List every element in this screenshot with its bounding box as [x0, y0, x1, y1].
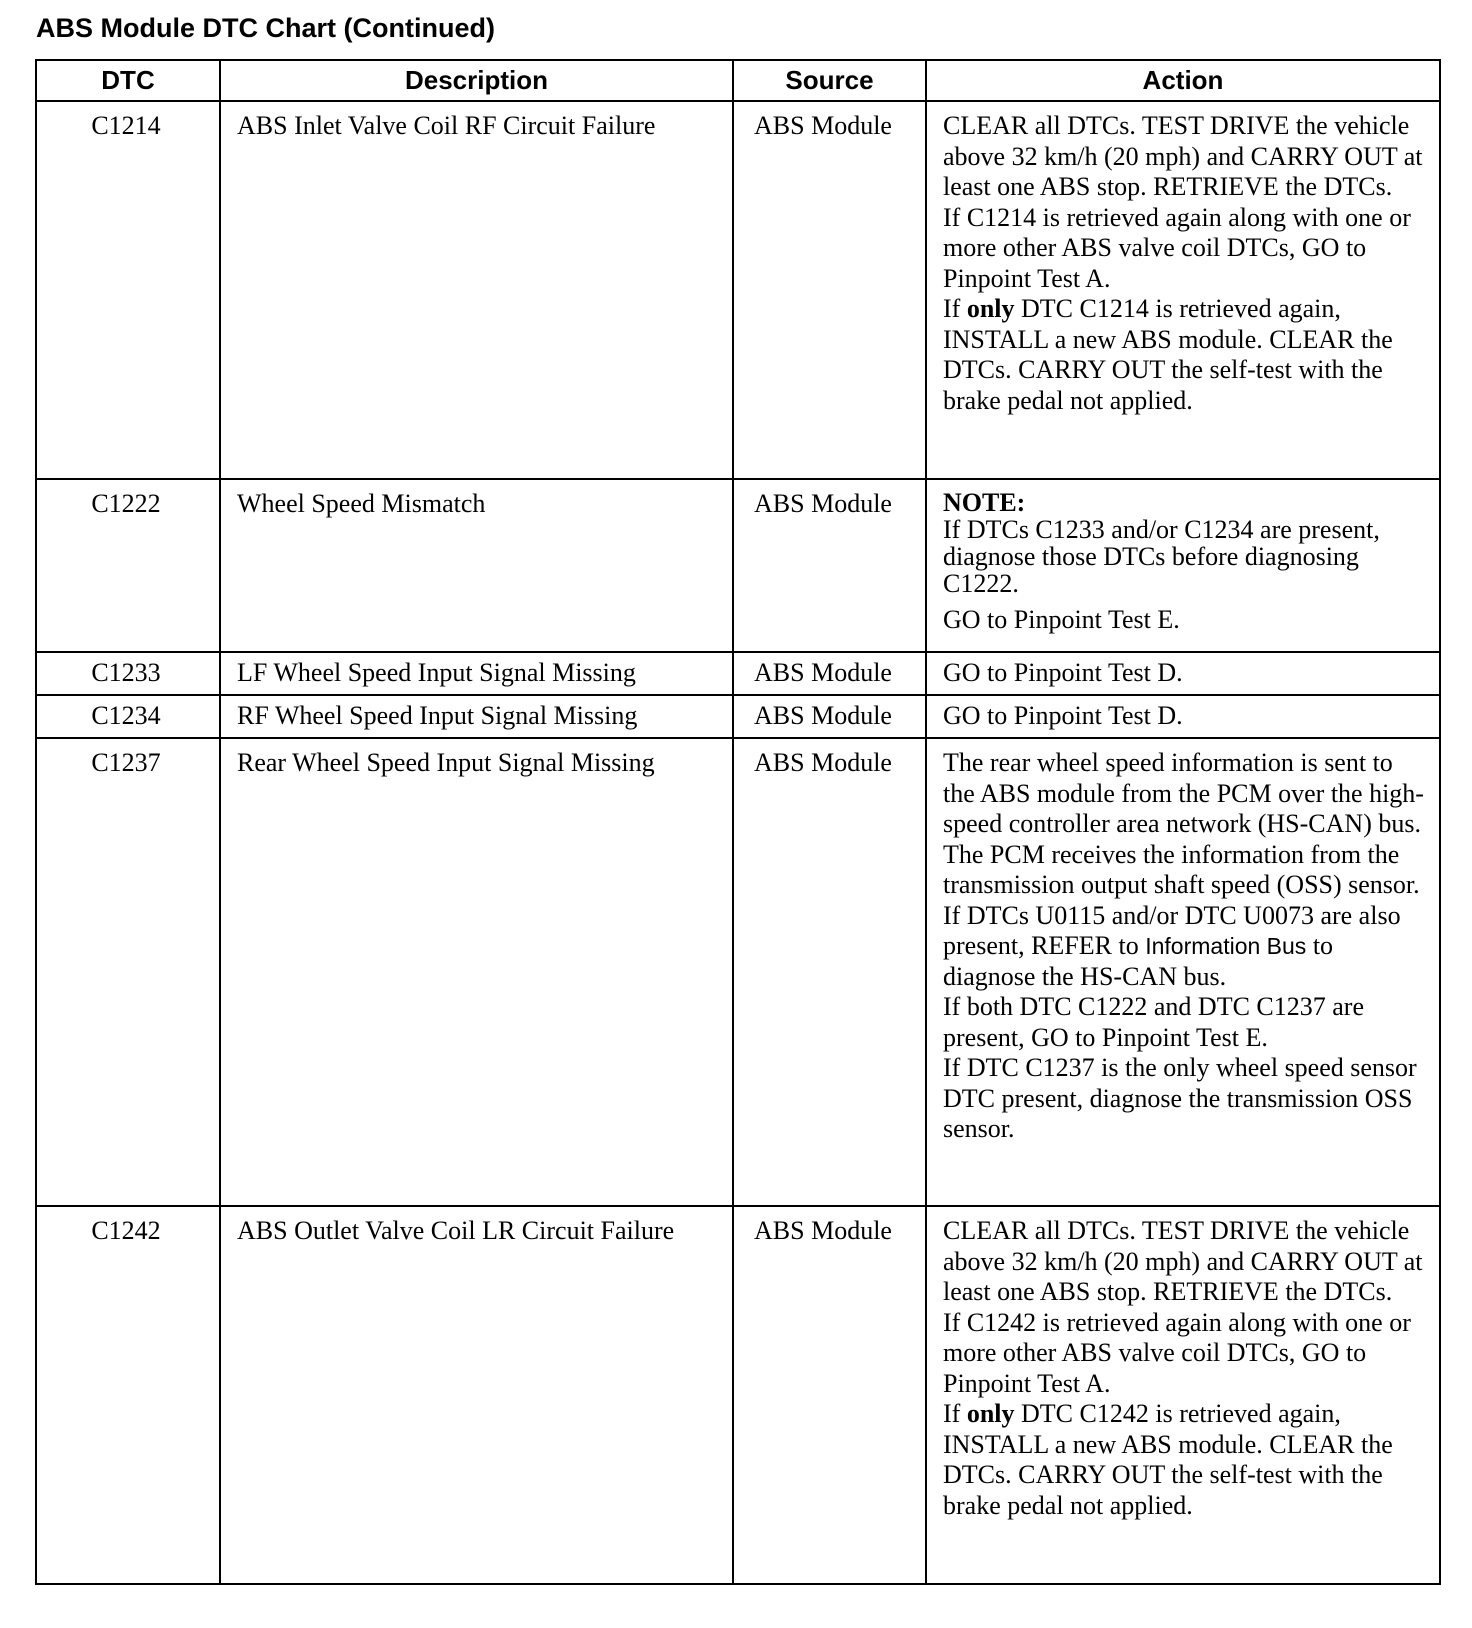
dtc-action	[926, 101, 1440, 479]
dtc-code: C1222	[36, 479, 220, 652]
table-header-row	[36, 60, 1440, 101]
dtc-description: RF Wheel Speed Input Signal Missing	[220, 695, 733, 738]
action-paragraph: If DTC C1237 is the only wheel speed sensor DTC present, diagnose the transmission OSS sensor.	[943, 1053, 1417, 1143]
dtc-source: ABS Module	[733, 738, 926, 1206]
dtc-description: Wheel Speed Mismatch	[220, 479, 733, 652]
dtc-code: C1233	[36, 652, 220, 695]
dtc-description: LF Wheel Speed Input Signal Missing	[220, 652, 733, 695]
column-header-description: Description	[220, 60, 733, 101]
dtc-source: ABS Module	[733, 101, 926, 479]
dtc-action	[926, 738, 1440, 1206]
action-paragraph: If C1242 is retrieved again along with one or more other ABS valve coil DTCs, GO to Pinpoint Test A.	[943, 1307, 1411, 1398]
dtc-source: ABS Module	[733, 652, 926, 695]
column-header-source: Source	[733, 60, 926, 101]
action-paragraph	[943, 1399, 1427, 1521]
action-paragraph: CLEAR all DTCs. TEST DRIVE the vehicle above 32 km/h (20 mph) and CARRY OUT at least one ABS stop. RETRIEVE the DTCs.	[943, 1216, 1423, 1306]
action-paragraph: CLEAR all DTCs. TEST DRIVE the vehicle above 32 km/h (20 mph) and CARRY OUT at least one ABS stop. RETRIEVE the DTCs.	[943, 111, 1423, 201]
table-row	[36, 101, 1440, 479]
dtc-source: ABS Module	[733, 1206, 926, 1584]
dtc-table	[35, 59, 1441, 1585]
table-row	[36, 1206, 1440, 1584]
cross-reference-link[interactable]: Information Bus	[1145, 933, 1307, 959]
action-paragraph: If C1214 is retrieved again along with one or more other ABS valve coil DTCs, GO to Pinpoint Test A.	[943, 202, 1411, 293]
column-header-dtc: DTC	[36, 60, 220, 101]
action-text: If	[943, 294, 967, 323]
emphasis-text: only	[966, 1399, 1015, 1428]
table-row	[36, 695, 1440, 738]
dtc-source: ABS Module	[733, 479, 926, 652]
dtc-code: C1237	[36, 738, 220, 1206]
emphasis-text: only	[966, 294, 1015, 323]
action-text: DTC C1214 is retrieved again, INSTALL a new ABS module. CLEAR the DTCs. CARRY OUT the self-test with the brake pedal not applied.	[943, 294, 1393, 415]
table-row	[36, 479, 1440, 652]
table-row	[36, 652, 1440, 695]
dtc-description: Rear Wheel Speed Input Signal Missing	[220, 738, 733, 1206]
dtc-action	[926, 479, 1440, 652]
action-text: to diagnose the HS-CAN bus.	[943, 931, 1334, 991]
dtc-source: ABS Module	[733, 695, 926, 738]
table-row	[36, 738, 1440, 1206]
action-text: If	[943, 1399, 967, 1428]
page-title: ABS Module DTC Chart (Continued)	[36, 13, 495, 43]
action-paragraph: If both DTC C1222 and DTC C1237 are present, GO to Pinpoint Test E.	[943, 992, 1365, 1052]
dtc-action	[926, 1206, 1440, 1584]
action-text: DTC C1242 is retrieved again, INSTALL a new ABS module. CLEAR the DTCs. CARRY OUT the self-test with the brake pedal not applied.	[943, 1399, 1393, 1520]
dtc-code: C1242	[36, 1206, 220, 1584]
action-paragraph	[943, 901, 1427, 993]
note-label: NOTE:	[943, 488, 1026, 517]
action-paragraph: GO to Pinpoint Test E.	[943, 605, 1180, 634]
action-paragraph	[943, 294, 1427, 416]
dtc-action: GO to Pinpoint Test D.	[926, 695, 1440, 738]
dtc-description: ABS Outlet Valve Coil LR Circuit Failure	[220, 1206, 733, 1584]
dtc-code: C1234	[36, 695, 220, 738]
dtc-code: C1214	[36, 101, 220, 479]
column-header-action: Action	[926, 60, 1440, 101]
action-paragraph: The rear wheel speed information is sent to the ABS module from the PCM over the high-speed controller area network (HS-CAN) bus. The PCM receives the information from the transmission output shaft speed (OSS) sensor.	[943, 748, 1424, 899]
dtc-action: GO to Pinpoint Test D.	[926, 652, 1440, 695]
dtc-description: ABS Inlet Valve Coil RF Circuit Failure	[220, 101, 733, 479]
action-text: If DTCs U0115 and/or DTC U0073 are also present, REFER to	[943, 900, 1401, 960]
note-text: If DTCs C1233 and/or C1234 are present, diagnose those DTCs before diagnosing C1222.	[943, 515, 1380, 598]
